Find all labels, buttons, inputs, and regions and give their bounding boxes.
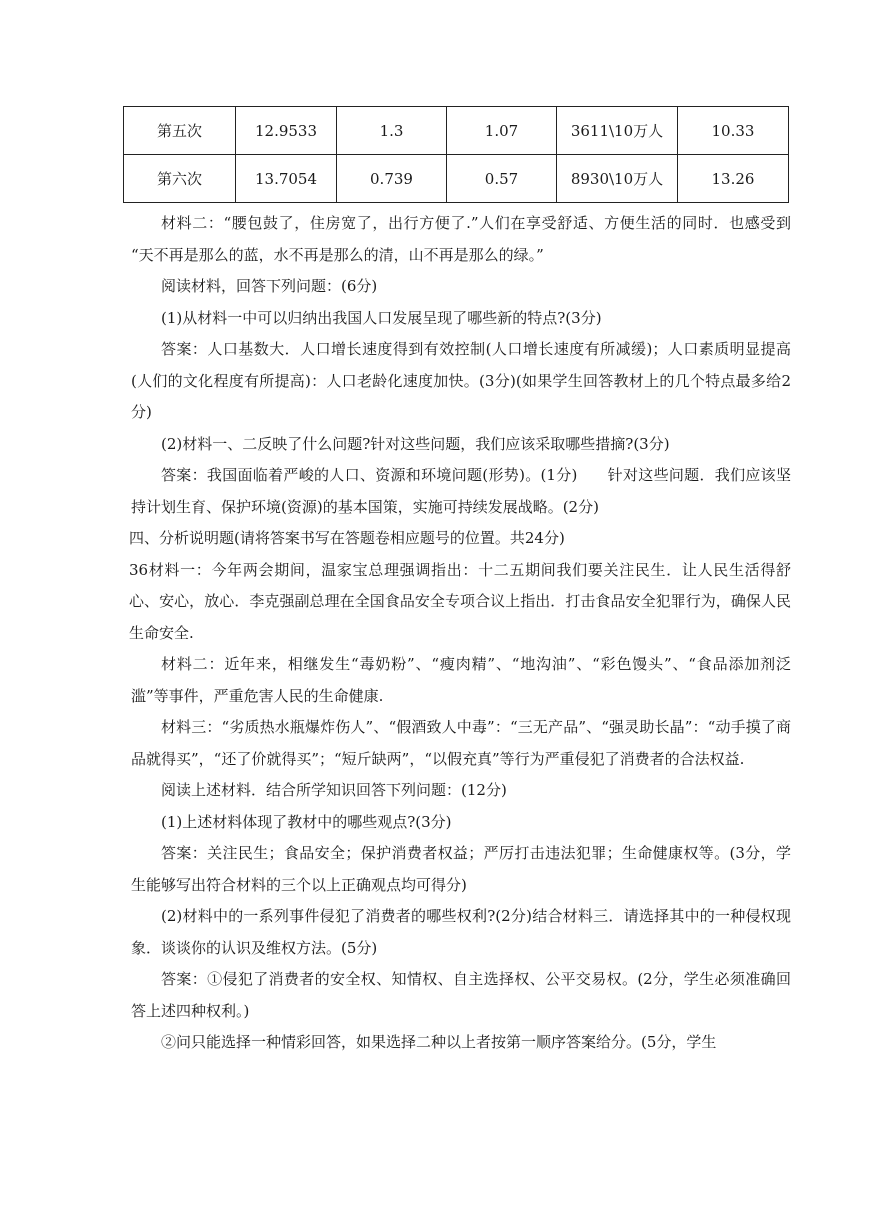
table-cell: 13.26: [678, 155, 789, 203]
table-cell: 0.57: [447, 155, 557, 203]
answer-2-part-2: 针对这些问题．我们应该坚持计划生育、保护环境(资源)的基本国策，实施可持续发展战略。(2分): [131, 466, 791, 516]
population-census-table: [123, 106, 789, 203]
question-36-1: (1)上述材料体现了教材中的哪些观点?(3分): [161, 812, 452, 831]
question-36-material-three: 材料三：“劣质热水瓶爆炸伤人”、“假酒致人中毒”：“三无产品”、“强灵助长晶”：“动手摸了商品就得买”，“还了价就得买”；“短斤缺两”，“以假充真”等行为严重侵犯了消费者的合法权益.: [131, 718, 791, 768]
table-cell: 10.33: [678, 107, 789, 155]
answer-2-part-1: 答案：我国面临着严峻的人口、资源和环境问题(形势)。(1分): [161, 466, 578, 484]
table-row: [124, 155, 789, 203]
table-cell: 3611\10万人: [557, 107, 678, 155]
table-cell: 13.7054: [236, 155, 337, 203]
table-cell: 第五次: [124, 107, 236, 155]
answer-2: [131, 460, 791, 523]
document-body: [131, 208, 791, 1059]
material-two-paragraph: 材料二：“腰包鼓了，住房宽了，出行方便了.”人们在享受舒适、方便生活的同时．也感受到 “天不再是那么的蓝，水不再是那么的清，山不再是那么的绿。”: [131, 214, 791, 264]
question-36-2: (2)材料中的一系列事件侵犯了消费者的哪些权利?(2分)结合材料三．请选择其中的一种侵权现象．谈谈你的认识及维权方法。(5分): [131, 907, 791, 957]
question-36-material-one: 36材料一：今年两会期间，温家宝总理强调指出：十二五期间我们要关注民生．让人民生活得舒心、安心，放心．李克强副总理在全国食品安全专项合议上指出．打击食品安全犯罪行为，确保人民生命安全.: [129, 560, 791, 642]
answer-36-2-a: 答案：①侵犯了消费者的安全权、知情权、自主选择权、公平交易权。(2分，学生必须准确回答上述四种权利。): [131, 970, 791, 1020]
reading-instruction: 阅读材料，回答下列问题：(6分): [161, 277, 378, 295]
question-2: (2)材料一、二反映了什么问题?针对这些问题，我们应该采取哪些措摘?(3分): [161, 434, 670, 453]
table-cell: 第六次: [124, 155, 236, 203]
table-cell: 8930\10万人: [557, 155, 678, 203]
table-cell: 12.9533: [236, 107, 337, 155]
answer-1: 答案：人口基数大．人口增长速度得到有效控制(人口增长速度有所减缓)；人口素质明显提高(人们的文化程度有所提高)：人口老龄化速度加快。(3分)(如果学生回答教材上的几个特点最多给2分): [131, 340, 791, 421]
table-cell: 1.3: [337, 107, 447, 155]
table-cell: 1.07: [447, 107, 557, 155]
question-1: (1)从材料一中可以归纳出我国人口发展呈现了哪些新的特点?(3分): [161, 308, 602, 327]
reading-instruction-2: 阅读上述材料．结合所学知识回答下列问题：(12分): [161, 781, 507, 799]
table-cell: 0.739: [337, 155, 447, 203]
question-36-material-two: 材料二：近年来，相继发生“毒奶粉”、“瘦肉精”、“地沟油”、“彩色馒头”、“食品添加剂泛滥”等事件，严重危害人民的生命健康.: [131, 655, 791, 705]
answer-36-1: 答案：关注民生；食品安全；保护消费者权益；严厉打击违法犯罪；生命健康权等。(3分，学生能够写出符合材料的三个以上正确观点均可得分): [131, 844, 791, 894]
section-four-heading: 四、分析说明题(请将答案书写在答题卷相应题号的位置。共24分): [129, 529, 565, 547]
answer-36-2-b: ②问只能选择一种情彩回答，如果选择二种以上者按第一顺序答案给分。(5分，学生: [161, 1033, 717, 1051]
table-row: [124, 107, 789, 155]
